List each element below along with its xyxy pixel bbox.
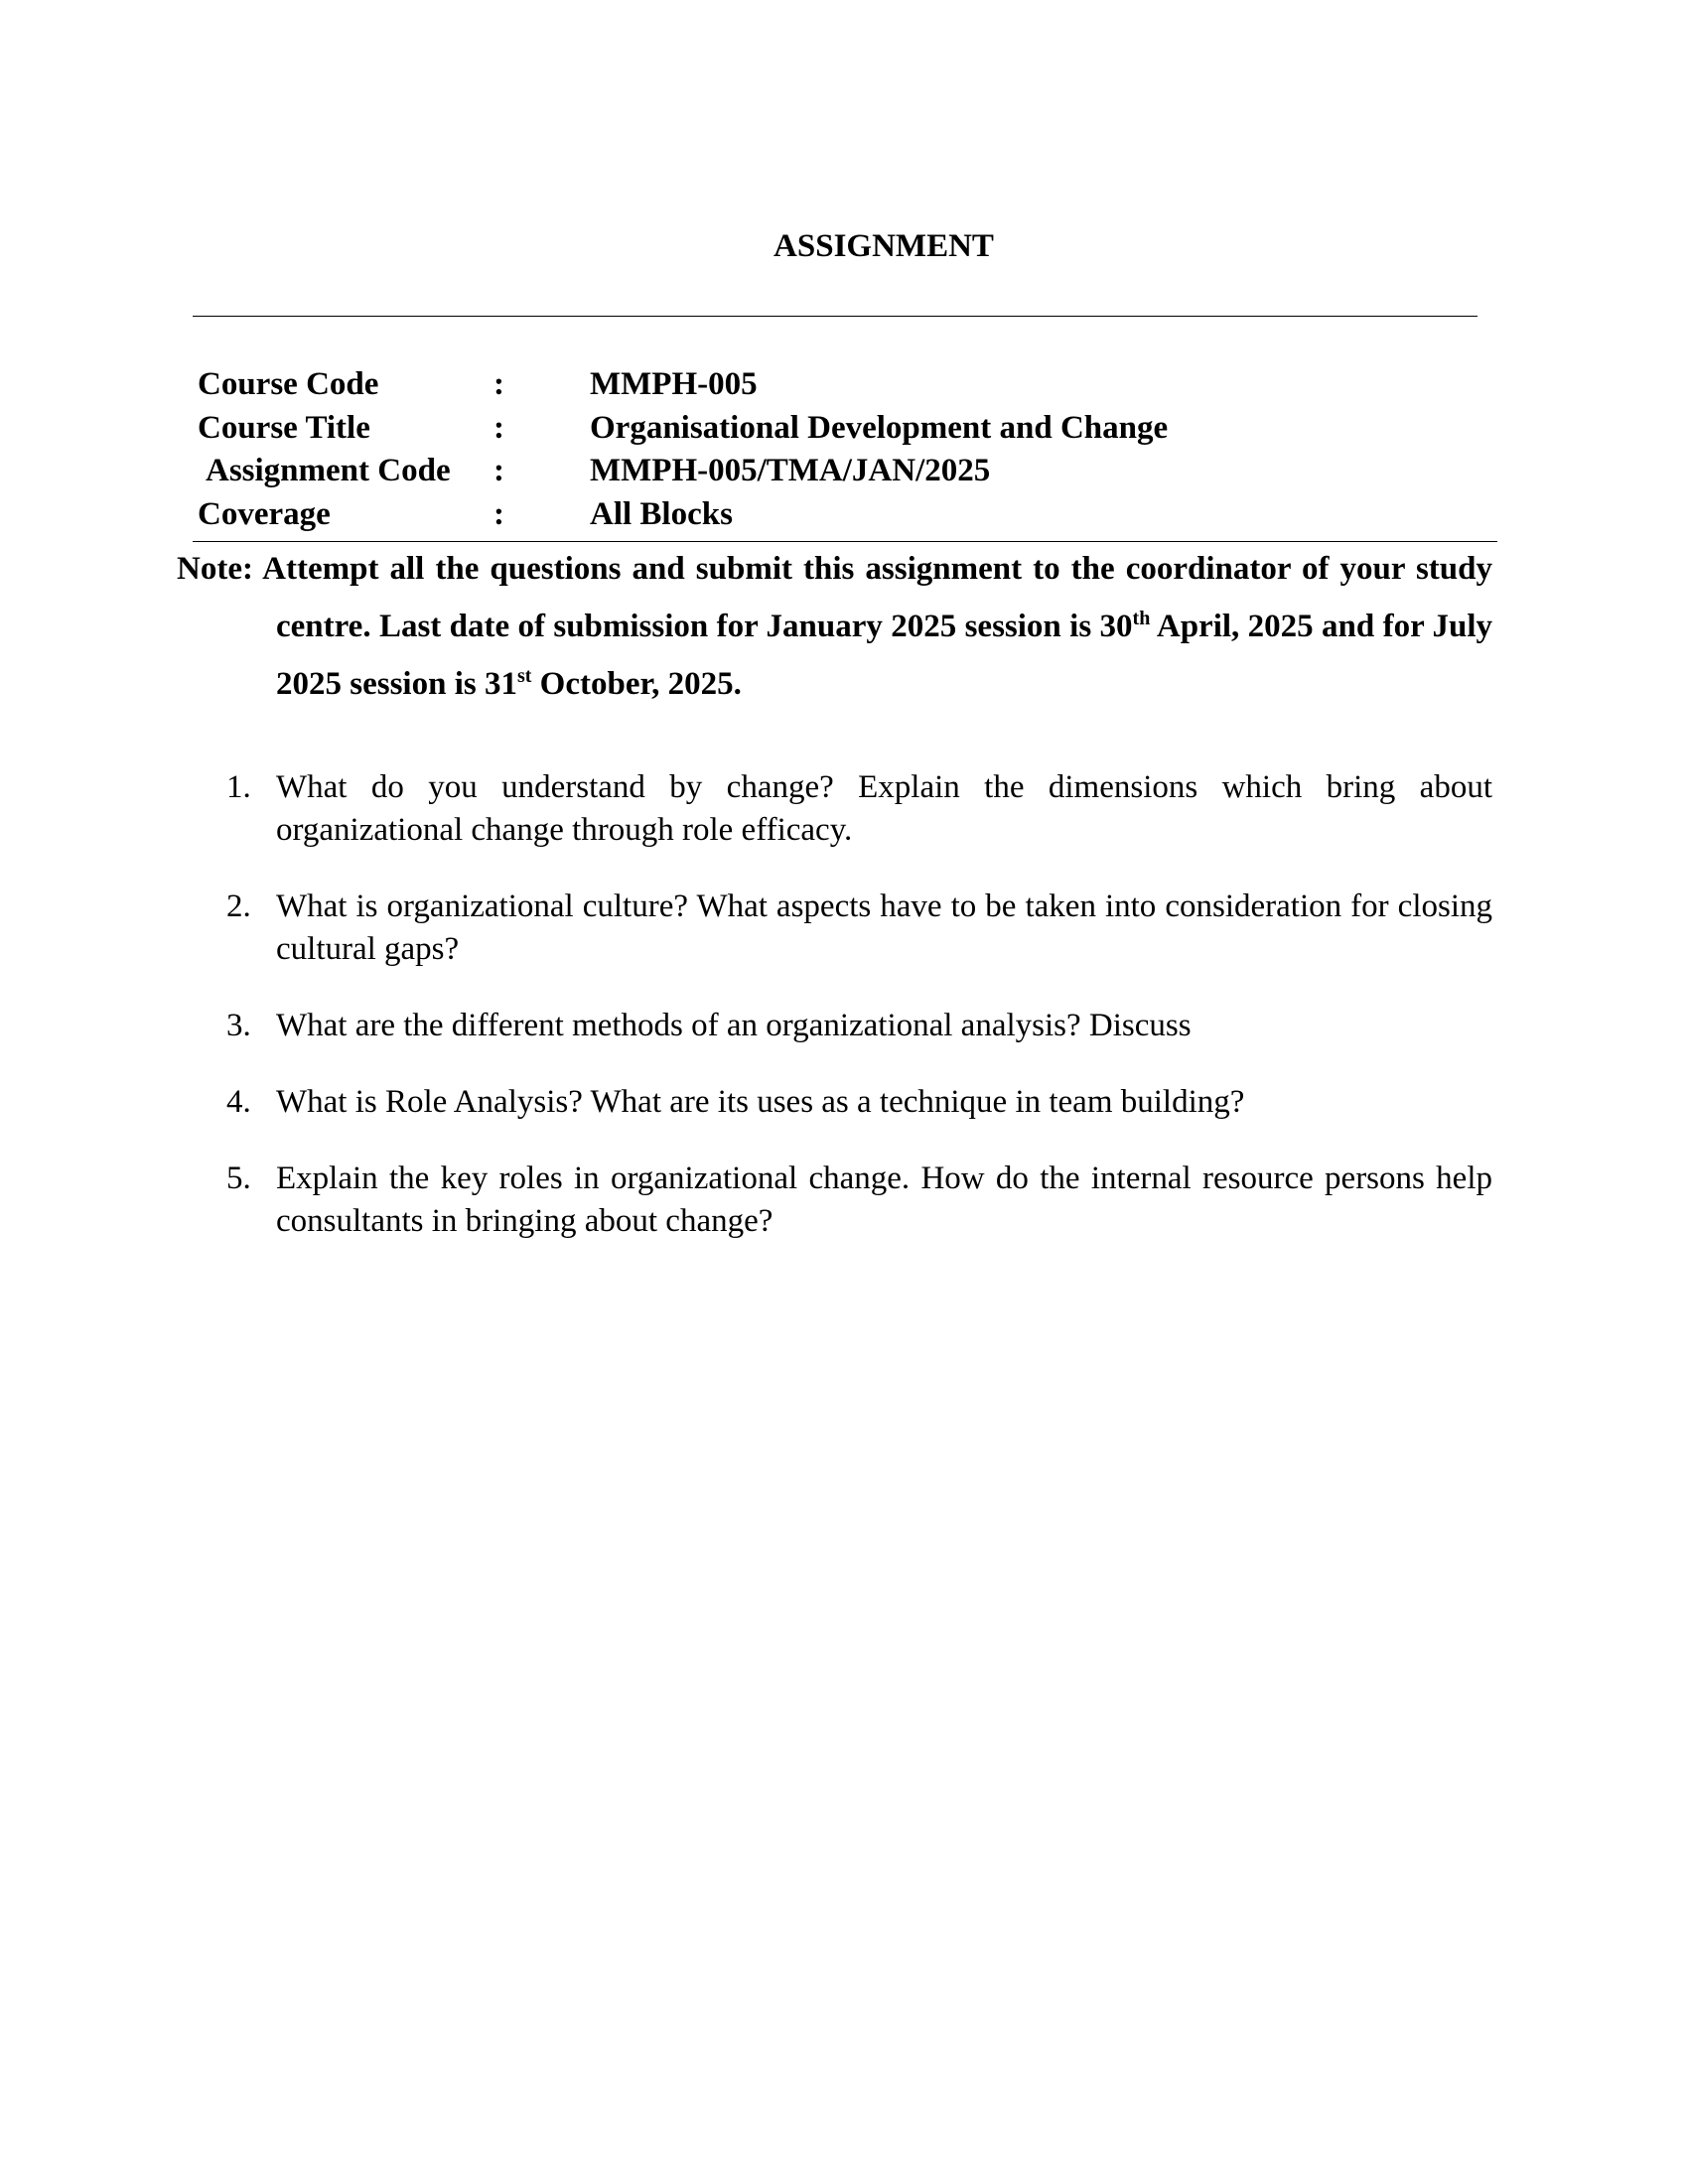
page-title: ASSIGNMENT (774, 228, 994, 264)
note-superscript: th (1132, 608, 1151, 629)
question-number: 1. (226, 769, 251, 805)
question-text: What is organizational culture? What aspects have to be taken into consideration for closing cultural gaps? (276, 888, 1492, 967)
info-label: Assignment Code (206, 453, 451, 488)
question-text: What are the different methods of an organizational analysis? Discuss (276, 1008, 1192, 1043)
info-value: MMPH-005/TMA/JAN/2025 (590, 453, 991, 488)
info-value: All Blocks (590, 495, 733, 532)
info-value: Organisational Development and Change (590, 409, 1169, 446)
info-label: Course Title (198, 409, 370, 446)
info-label: Course Code (198, 366, 379, 402)
info-separator: : (493, 366, 504, 402)
question-item (226, 886, 1492, 971)
question-item (226, 1005, 1492, 1047)
note-superscript: st (516, 665, 532, 687)
note-text: April, 2025 and for July 2025 session is 31 (276, 609, 1492, 702)
question-text: What is Role Analysis? What are its uses as a technique in team building? (276, 1084, 1245, 1120)
info-separator: : (493, 495, 504, 532)
question-number: 3. (226, 1008, 251, 1043)
info-separator: : (493, 409, 504, 446)
divider (193, 316, 1477, 317)
question-number: 2. (226, 888, 251, 924)
question-text: What do you understand by change? Explain the dimensions which bring about organizational change through role efficacy. (276, 769, 1492, 848)
note-text: October, 2025. (531, 666, 742, 702)
question-number: 5. (226, 1160, 251, 1196)
note-text: Note: Attempt all the questions and submit this assignment to the coordinator of your study centre. Last date of submission for January 2025 session is 30 (177, 551, 1492, 644)
info-separator: : (493, 453, 504, 488)
info-label: Coverage (198, 495, 331, 532)
question-text: Explain the key roles in organizational change. How do the internal resource persons help consultants in bringing about change? (276, 1160, 1492, 1239)
question-list (226, 766, 1492, 1277)
info-value: MMPH-005 (590, 366, 758, 402)
question-item (226, 1158, 1492, 1243)
question-item (226, 1081, 1492, 1124)
question-number: 4. (226, 1084, 251, 1120)
question-item (226, 766, 1492, 852)
submission-note (177, 540, 1492, 713)
